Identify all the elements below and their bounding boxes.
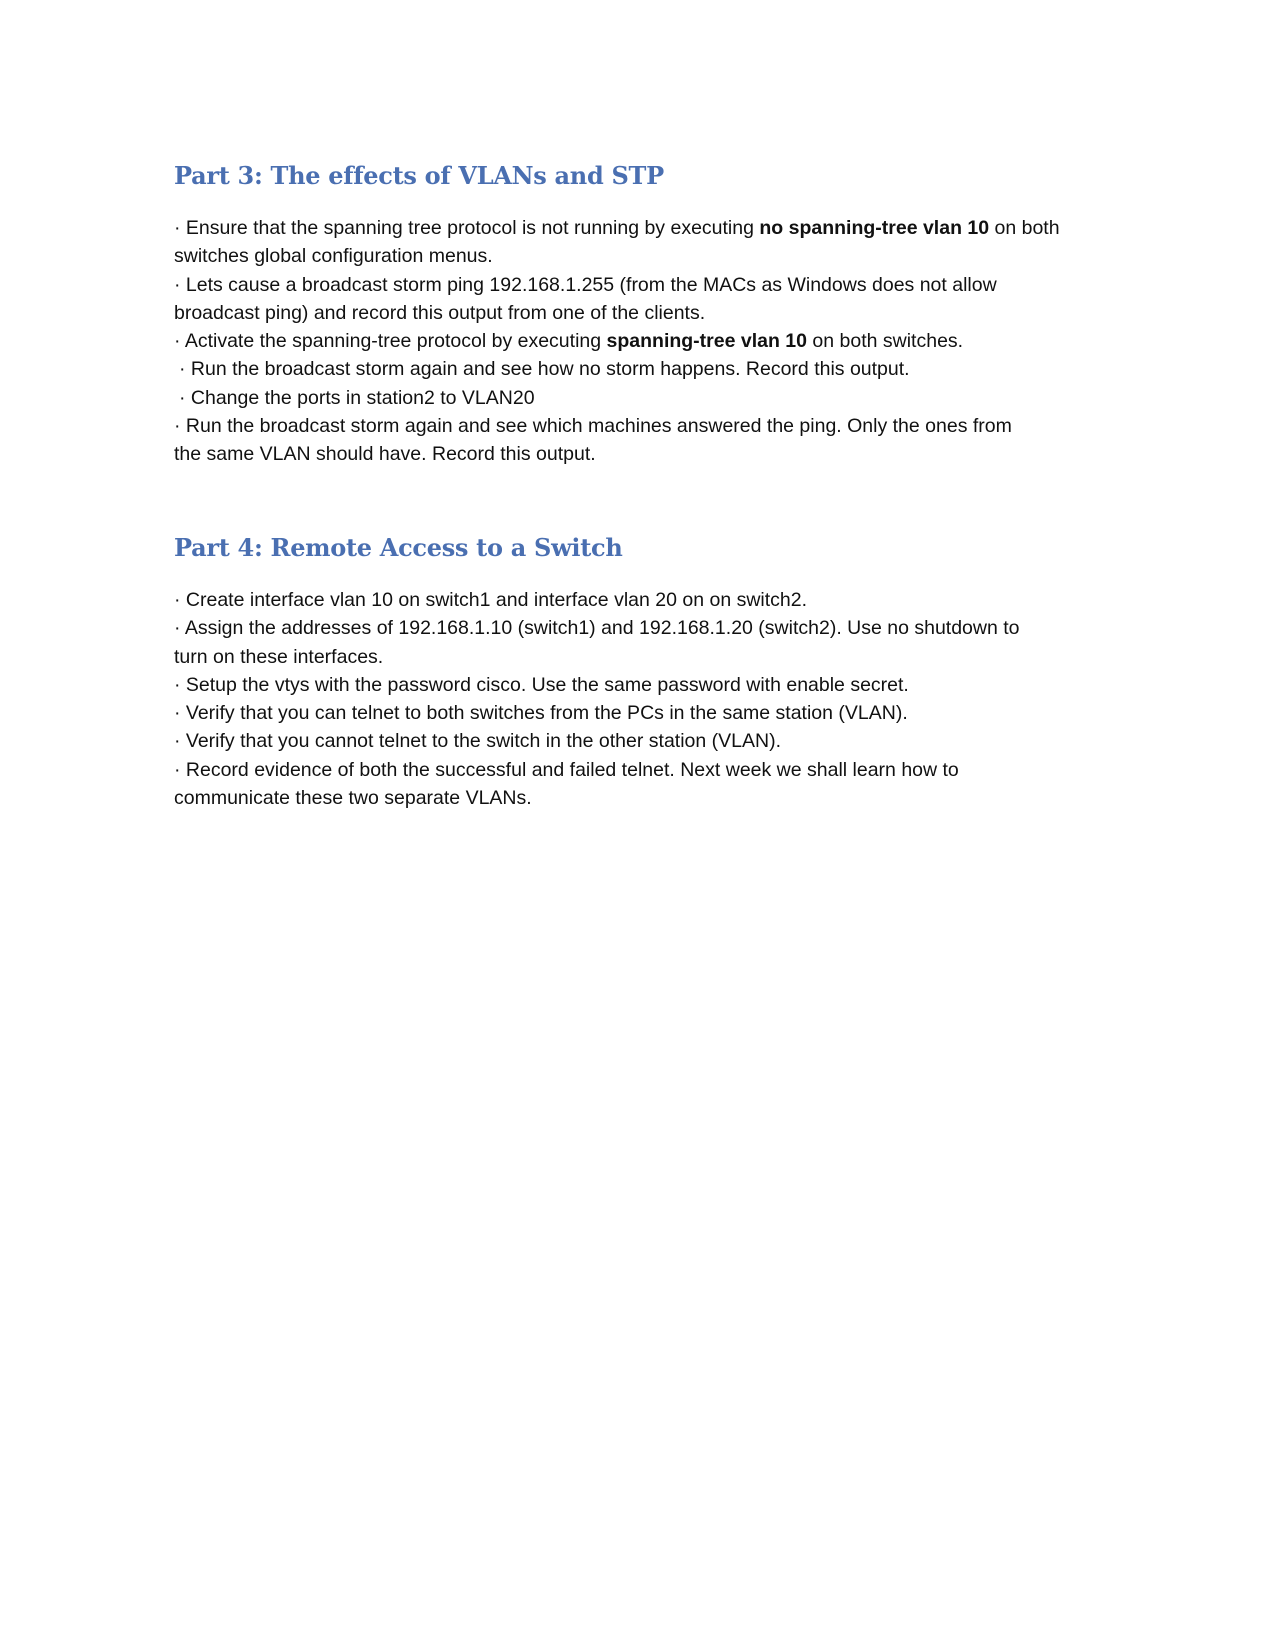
section-heading-part-3: Part 3: The effects of VLANs and STP: [174, 161, 664, 190]
text-line: · Setup the vtys with the password cisco. Use the same password with enable secret.: [174, 673, 909, 696]
text-line: · Create interface vlan 10 on switch1 and interface vlan 20 on on switch2.: [174, 589, 808, 611]
section-body-part-4: [174, 586, 1134, 812]
text-line: · Verify that you cannot telnet to the switch in the other station (VLAN).: [174, 730, 781, 753]
text-line: · Activate the spanning-tree protocol by executing spanning-tree vlan 10 on both switches.: [174, 330, 964, 353]
text-line: turn on these interfaces.: [174, 645, 384, 668]
text-line: · Ensure that the spanning tree protocol is not running by executing no spanning-tree vlan 10 on both: [174, 217, 1060, 239]
text-line: · Change the ports in station2 to VLAN20: [179, 386, 535, 409]
section-part-3: [174, 160, 1134, 469]
text-line: · Verify that you can telnet to both switches from the PCs in the same station (VLAN).: [174, 702, 908, 725]
text-line: · Run the broadcast storm again and see which machines answered the ping. Only the ones from: [174, 415, 1012, 438]
text-line: switches global configuration menus.: [174, 245, 493, 268]
section-part-4: [174, 532, 1134, 812]
text-line: · Run the broadcast storm again and see how no storm happens. Record this output.: [179, 358, 910, 381]
text-line: the same VLAN should have. Record this output.: [174, 443, 596, 466]
text-line: broadcast ping) and record this output from one of the clients.: [174, 301, 706, 324]
section-body-part-3: [174, 214, 1134, 469]
text-line: · Assign the addresses of 192.168.1.10 (switch1) and 192.168.1.20 (switch2). Use no shutdown to: [174, 617, 1020, 640]
text-line: · Record evidence of both the successful and failed telnet. Next week we shall learn how to: [174, 758, 959, 781]
text-line: · Lets cause a broadcast storm ping 192.168.1.255 (from the MACs as Windows does not allow: [174, 273, 997, 296]
section-heading-part-4: Part 4: Remote Access to a Switch: [174, 533, 623, 562]
text-line: communicate these two separate VLANs.: [174, 787, 532, 810]
